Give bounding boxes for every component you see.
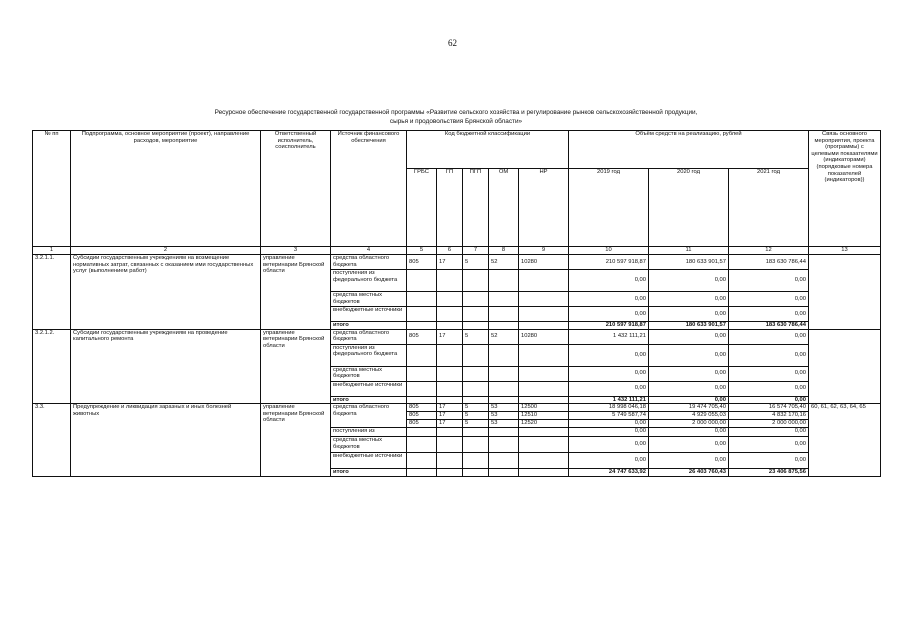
header-2019: 2019 год — [569, 169, 649, 247]
source-total: итого — [331, 469, 407, 477]
total-2020: 180 633 901,57 — [649, 322, 729, 330]
row-number: 3.3. — [33, 404, 71, 477]
col-number: 4 — [331, 247, 407, 255]
row-name: Предупреждение и ликвидация заразных и иных болезней животных — [71, 404, 261, 477]
col-number: 2 — [71, 247, 261, 255]
source-local: средства местных бюджетов — [331, 292, 407, 307]
value-2019: 0,00 — [569, 292, 649, 307]
page-number: 62 — [448, 38, 457, 48]
header-grbs: ГРБС — [407, 169, 437, 247]
row-executor: управление ветеринарии Брянской области — [261, 329, 331, 404]
value-2019: 5 749 587,74 — [569, 412, 649, 420]
col-number: 12 — [729, 247, 809, 255]
cell-pgp: 5 — [463, 420, 489, 428]
total-2020: 26 403 760,43 — [649, 469, 729, 477]
header-executor: Ответственный исполнитель, соисполнитель — [261, 131, 331, 247]
value-2019: 0,00 — [569, 428, 649, 437]
cell-nr: 12500 — [519, 404, 569, 412]
row-link: 60, 61, 62, 63, 64, 65 — [809, 404, 881, 477]
value-2020: 0,00 — [649, 270, 729, 292]
header-nr: НР — [519, 169, 569, 247]
col-number: 8 — [489, 247, 519, 255]
col-number: 3 — [261, 247, 331, 255]
value-2020: 180 633 901,57 — [649, 255, 729, 270]
col-number: 1 — [33, 247, 71, 255]
value-2019: 0,00 — [569, 381, 649, 396]
col-number: 10 — [569, 247, 649, 255]
cell-pgp: 5 — [463, 412, 489, 420]
source-local: средства местных бюджетов — [331, 366, 407, 381]
value-2021: 0,00 — [729, 366, 809, 381]
total-2020: 0,00 — [649, 396, 729, 404]
header-num: № пп — [33, 131, 71, 247]
value-2020: 19 474 705,40 — [649, 404, 729, 412]
cell-gp: 17 — [437, 255, 463, 270]
header-2021: 2021 год — [729, 169, 809, 247]
value-2020: 0,00 — [649, 366, 729, 381]
value-2021: 0,00 — [729, 307, 809, 322]
total-2021: 0,00 — [729, 396, 809, 404]
header-2020: 2020 год — [649, 169, 729, 247]
value-2021: 0,00 — [729, 428, 809, 437]
cell-gp: 17 — [437, 329, 463, 344]
row-number: 3.2.1.2. — [33, 329, 71, 404]
total-2019: 1 432 111,21 — [569, 396, 649, 404]
title-line-1: Ресурсное обеспечение государственной государственной программы «Развитие сельского хозяйства и регулирование рынков сельскохозяйственной продукции, — [214, 109, 698, 116]
value-2021: 0,00 — [729, 381, 809, 396]
header-program: Подпрограмма, основное мероприятие (проект), направление расходов, мероприятие — [71, 131, 261, 247]
cell-pgp: 5 — [463, 404, 489, 412]
cell-grbs: 805 — [407, 412, 437, 420]
value-2020: 0,00 — [649, 437, 729, 453]
table-row — [33, 329, 881, 344]
value-2019: 0,00 — [569, 420, 649, 428]
cell-om: 52 — [489, 329, 519, 344]
source-local: средства местных бюджетов — [331, 437, 407, 453]
header-gp: ГП — [437, 169, 463, 247]
value-2021: 0,00 — [729, 437, 809, 453]
value-2019: 0,00 — [569, 437, 649, 453]
header-budget-code: Код бюджетной классификации — [407, 131, 569, 169]
value-2021: 0,00 — [729, 329, 809, 344]
title-line-2: сырья и продовольствия Брянской области» — [389, 118, 523, 125]
cell-grbs: 805 — [407, 329, 437, 344]
document-title — [32, 108, 880, 126]
cell-grbs: 805 — [407, 404, 437, 412]
header-pgp: ПГП — [463, 169, 489, 247]
col-number: 9 — [519, 247, 569, 255]
row-number: 3.2.1.1. — [33, 255, 71, 330]
cell-gp: 17 — [437, 404, 463, 412]
cell-grbs: 805 — [407, 255, 437, 270]
cell-nr: 12520 — [519, 420, 569, 428]
value-2020: 0,00 — [649, 307, 729, 322]
source-regional: средства областного бюджета — [331, 255, 407, 270]
value-2019: 0,00 — [569, 270, 649, 292]
col-number: 13 — [809, 247, 881, 255]
cell-nr: 10280 — [519, 329, 569, 344]
value-2019: 210 597 918,87 — [569, 255, 649, 270]
value-2019: 0,00 — [569, 366, 649, 381]
value-2020: 0,00 — [649, 381, 729, 396]
value-2021: 4 832 170,16 — [729, 412, 809, 420]
row-name: Субсидии государственным учреждениям на возмещение нормативных затрат, связанных с оказанием ими государственных услуг (выполнением работ) — [71, 255, 261, 330]
header-om: ОМ — [489, 169, 519, 247]
cell-om: 53 — [489, 420, 519, 428]
row-link — [809, 255, 881, 330]
cell-nr: 12510 — [519, 412, 569, 420]
col-number: 11 — [649, 247, 729, 255]
value-2021: 2 000 000,00 — [729, 420, 809, 428]
cell-gp: 17 — [437, 420, 463, 428]
source-extra: внебюджетные источники — [331, 381, 407, 396]
source-total: итого — [331, 322, 407, 330]
total-2019: 210 597 918,87 — [569, 322, 649, 330]
cell-om: 53 — [489, 412, 519, 420]
source-total: итого — [331, 396, 407, 404]
cell-om: 52 — [489, 255, 519, 270]
value-2020: 0,00 — [649, 428, 729, 437]
header-source: Источник финансового обеспечения — [331, 131, 407, 247]
value-2020: 0,00 — [649, 329, 729, 344]
value-2019: 0,00 — [569, 307, 649, 322]
header-volume: Объём средств на реализацию, рублей — [569, 131, 809, 169]
col-number: 6 — [437, 247, 463, 255]
value-2021: 0,00 — [729, 292, 809, 307]
source-extra: внебюджетные источники — [331, 453, 407, 469]
value-2020: 0,00 — [649, 344, 729, 366]
value-2019: 1 432 111,21 — [569, 329, 649, 344]
col-number: 5 — [407, 247, 437, 255]
value-2020: 2 000 000,00 — [649, 420, 729, 428]
row-executor: управление ветеринарии Брянской области — [261, 404, 331, 477]
source-federal: поступления из — [331, 428, 407, 437]
value-2019: 0,00 — [569, 453, 649, 469]
source-federal: поступления из федерального бюджета — [331, 344, 407, 366]
value-2021: 0,00 — [729, 344, 809, 366]
value-2021: 0,00 — [729, 270, 809, 292]
value-2021: 16 574 705,40 — [729, 404, 809, 412]
value-2020: 4 929 055,03 — [649, 412, 729, 420]
source-federal: поступления из федерального бюджета — [331, 270, 407, 292]
cell-grbs: 805 — [407, 420, 437, 428]
cell-gp: 17 — [437, 412, 463, 420]
row-executor: управление ветеринарии Брянской области — [261, 255, 331, 330]
value-2020: 0,00 — [649, 453, 729, 469]
cell-pgp: 5 — [463, 255, 489, 270]
value-2019: 18 998 046,18 — [569, 404, 649, 412]
total-2021: 183 630 786,44 — [729, 322, 809, 330]
cell-pgp: 5 — [463, 329, 489, 344]
source-regional: средства областного бюджета — [331, 404, 407, 428]
total-2021: 23 406 875,56 — [729, 469, 809, 477]
column-number-row — [33, 247, 881, 255]
row-name: Субсидии государственным учреждениям на проведение капитального ремонта — [71, 329, 261, 404]
table-row — [33, 404, 881, 412]
source-regional: средства областного бюджета — [331, 329, 407, 344]
row-link — [809, 329, 881, 404]
col-number: 7 — [463, 247, 489, 255]
table-row — [33, 255, 881, 270]
value-2020: 0,00 — [649, 292, 729, 307]
cell-om: 53 — [489, 404, 519, 412]
value-2021: 183 630 786,44 — [729, 255, 809, 270]
header-row-1 — [33, 131, 881, 169]
source-extra: внебюджетные источники — [331, 307, 407, 322]
cell-nr: 10280 — [519, 255, 569, 270]
header-link: Связь основного мероприятия, проекта (программы) с целевыми показателями (индикаторами) (порядковые номера показателей (индикаторов)) — [809, 131, 881, 247]
value-2019: 0,00 — [569, 344, 649, 366]
resource-table — [32, 130, 881, 477]
value-2021: 0,00 — [729, 453, 809, 469]
total-2019: 24 747 633,92 — [569, 469, 649, 477]
